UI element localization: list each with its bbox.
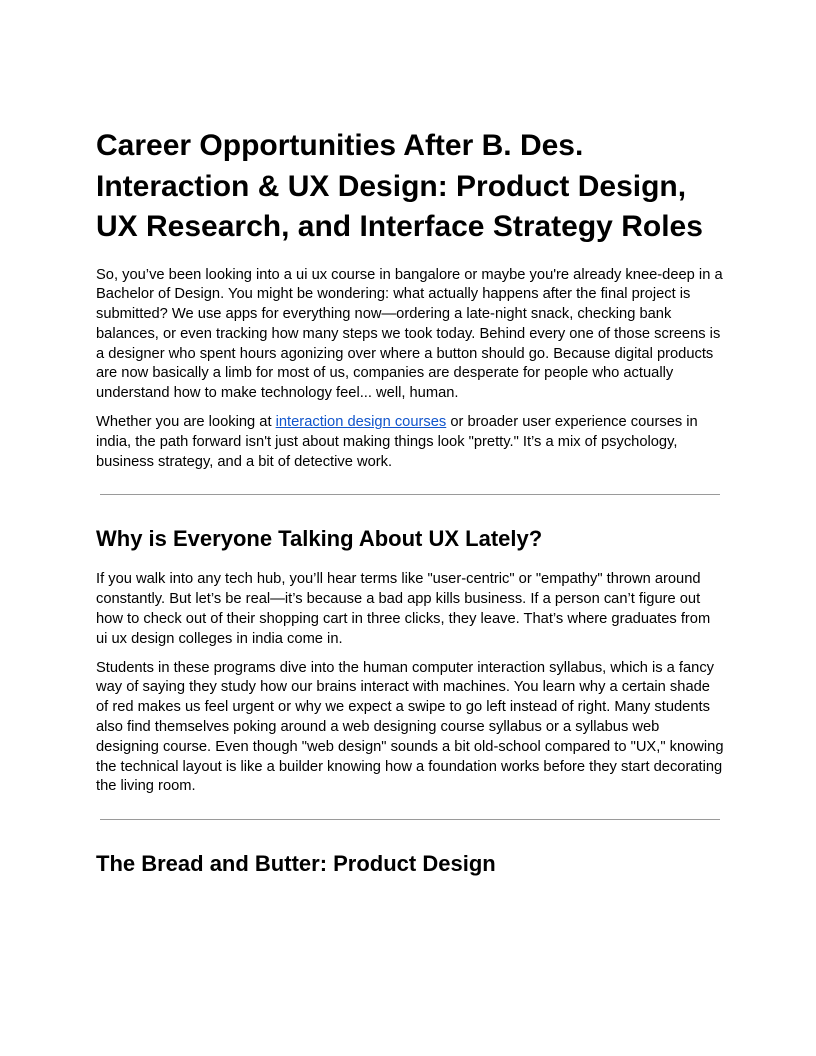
interaction-design-courses-link[interactable]: interaction design courses (275, 414, 447, 431)
section1-paragraph-1: If you walk into any tech hub, you’ll hear terms like "user-centric" or "empathy" thrown around constantly. But let’s be real—it’s because a bad app kills business. If a person can’t figure out how to check out of their shopping cart in three clicks, they leave. That’s where graduates from ui ux design colleges in india come in. (96, 571, 711, 647)
section-heading-product-design: The Bread and Butter: Product Design (96, 851, 496, 877)
divider (100, 494, 720, 495)
section-heading-ux: Why is Everyone Talking About UX Lately? (96, 526, 543, 552)
section1-paragraph-2: Students in these programs dive into the human computer interaction syllabus, which is a fancy way of saying they study how our brains interact with machines. You learn why a certain shade of red makes us feel urgent or why we expect a swipe to go left instead of right. Many students also find themselves poking around a web designing course syllabus or a syllabus web designing course. Even though "web design" sounds a bit old-school compared to "UX," knowing the technical layout is like a builder knowing how a foundation works before they start decorating the living room. (96, 659, 724, 795)
intro-p2-after: or broader user experience courses in india, the path forward isn't just about making things look "pretty." It’s a mix of psychology, business strategy, and a bit of detective work. (96, 414, 698, 470)
document-page (96, 126, 724, 895)
intro-paragraph-2 (96, 413, 724, 472)
intro-p2-before: Whether you are looking at (96, 414, 276, 431)
document-title: Career Opportunities After B. Des. Interaction & UX Design: Product Design, UX Research, and Interface Strategy Roles (96, 129, 703, 243)
intro-paragraph-1: So, you’ve been looking into a ui ux course in bangalore or maybe you're already knee-deep in a Bachelor of Design. You might be wondering: what actually happens after the final project is submitted? We use apps for everything now—ordering a late-night snack, checking bank balances, or even tracking how many steps we took today. Behind every one of those screens is a designer who spent hours agonizing over where a button should go. Because digital products are now basically a limb for most of us, companies are desperate for people who actually understand how to make technology feel... well, human. (96, 266, 723, 402)
divider (100, 819, 720, 820)
